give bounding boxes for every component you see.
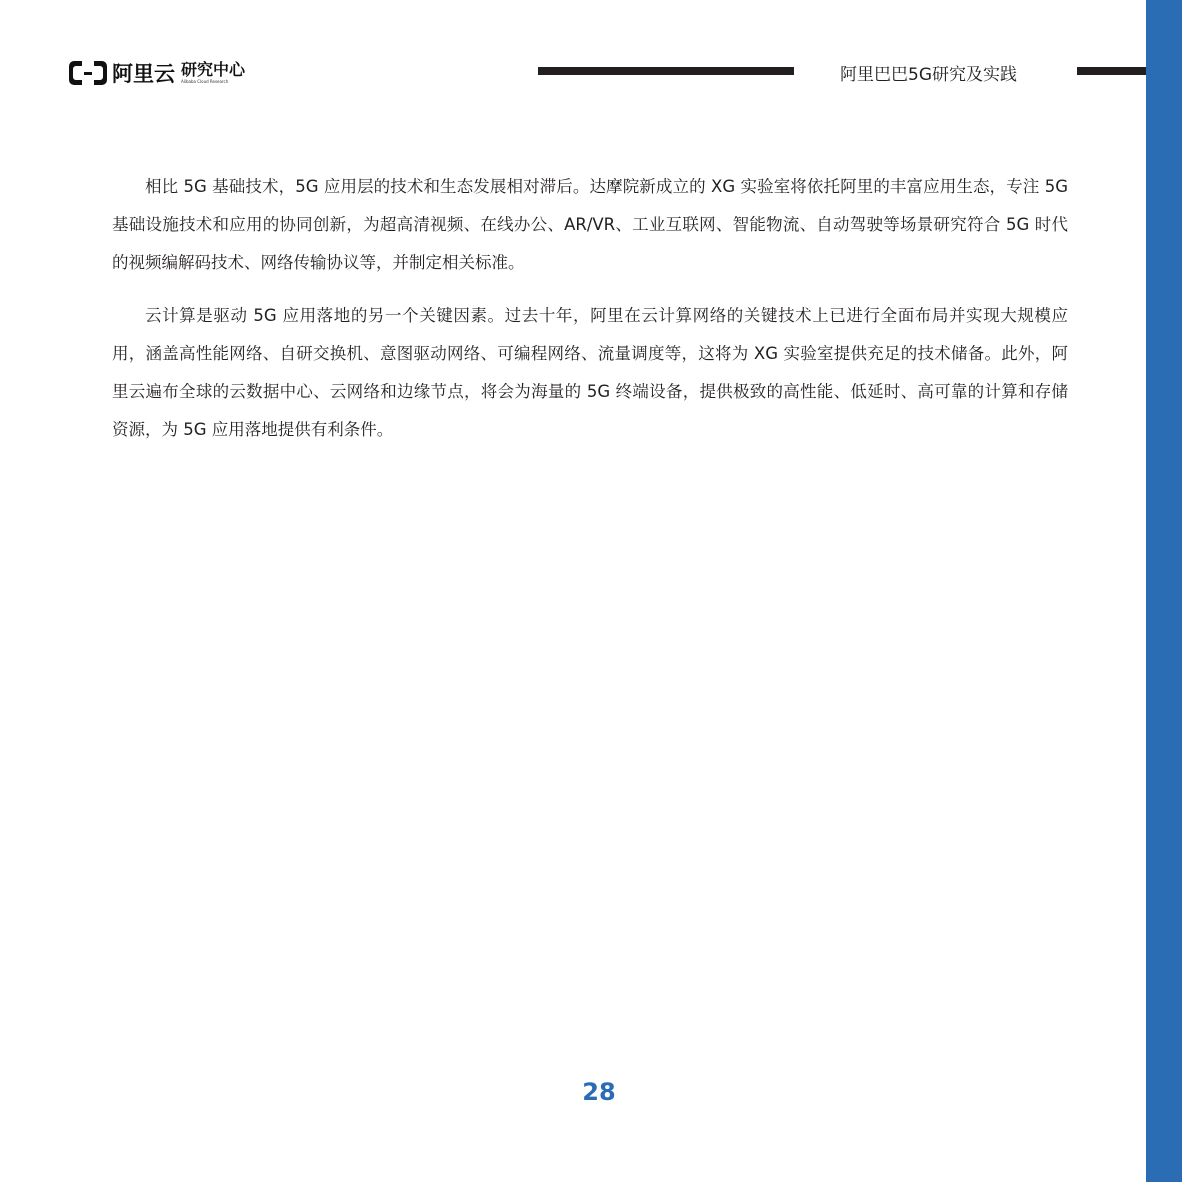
logo-center-cn: 研究中心 [181, 60, 246, 79]
header-rule-left [538, 67, 794, 75]
side-accent-bar [1146, 0, 1182, 1182]
alibaba-cloud-icon [69, 61, 107, 85]
body-text [112, 168, 1068, 464]
header-title: 阿里巴巴5G研究及实践 [840, 65, 1017, 85]
alibaba-cloud-research-logo [69, 58, 245, 88]
page-number: 28 [582, 1078, 616, 1106]
logo-center [181, 62, 245, 84]
header-rule-right [1077, 67, 1146, 75]
paragraph-1: 相比 5G 基础技术，5G 应用层的技术和生态发展相对滞后。达摩院新成立的 XG 实验室将依托阿里的丰富应用生态，专注 5G 基础设施技术和应用的协同创新，为超高清视频、在线办公、AR/VR、工业互联网、智能物流、自动驾驶等场景研究符合 5G 时代的视频编解码技术、网络传输协议等，并制定相关标准。 [112, 177, 1068, 272]
paragraph-2: 云计算是驱动 5G 应用落地的另一个关键因素。过去十年，阿里在云计算网络的关键技术上已进行全面布局并实现大规模应用，涵盖高性能网络、自研交换机、意图驱动网络、可编程网络、流量调度等，这将为 XG 实验室提供充足的技术储备。此外，阿里云遍布全球的云数据中心、云网络和边缘节点，将会为海量的 5G 终端设备，提供极致的高性能、低延时、高可靠的计算和存储资源，为 5G 应用落地提供有利条件。 [112, 306, 1068, 439]
logo-center-en: Alibaba Cloud Research [181, 79, 229, 84]
logo-name: 阿里云 [112, 62, 175, 86]
